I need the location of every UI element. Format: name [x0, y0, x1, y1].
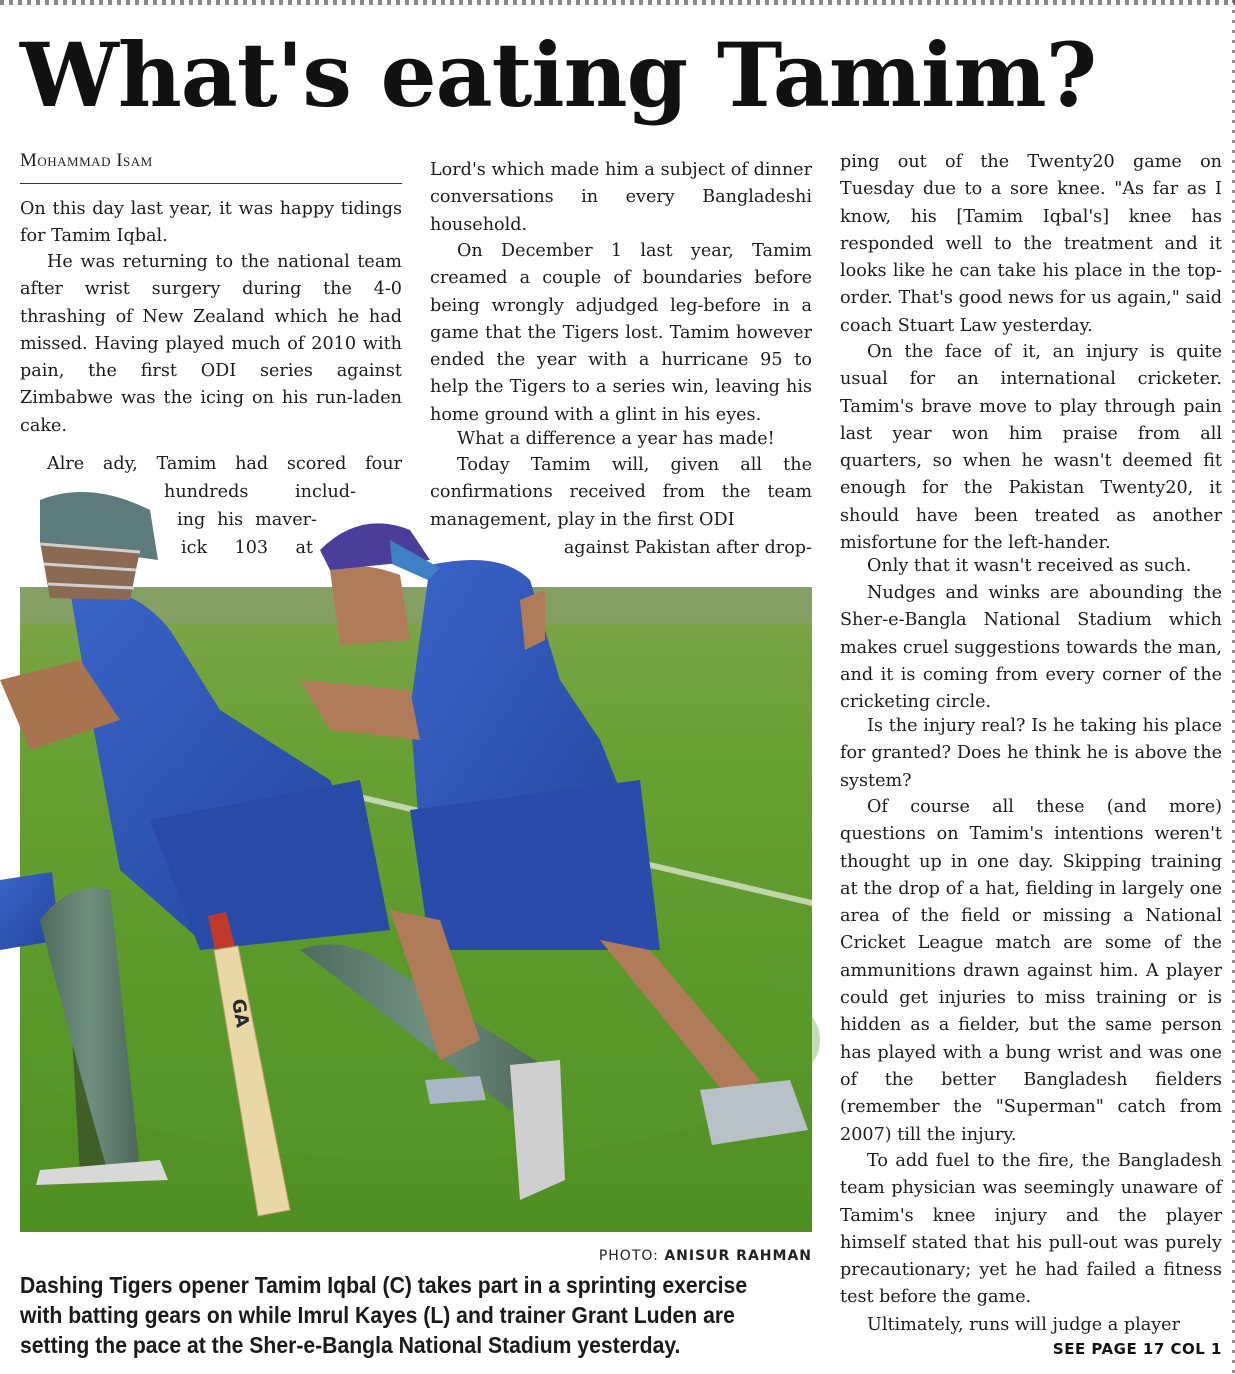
col3-paragraph-2: On the face of it, an injury is quite usual for an international cricketer. Tamim's brave move to play through pain last year won him praise from all quarters, so when he wasn't deemed fit enough for the Pakistan Twenty20, it should have been treated as another misfortune for the left-hander. [840, 342, 1222, 554]
col3-paragraph-1: ping out of the Twenty20 game on Tuesday due to a sore knee. "As far as I know, his [Tamim Iqbal's] knee has responded well to the treatment and it looks like he can take his place in the top-order. That's good news for us again," said coach Stuart Law yesterday. [840, 152, 1222, 336]
col3-paragraph-8: Ultimately, runs will judge a player [867, 1315, 1180, 1335]
trainer-face [330, 566, 410, 645]
photo-credit-label: PHOTO: [598, 1248, 659, 1264]
col3-paragraph-7: To add fuel to the fire, the Bangladesh team physician was seemingly unaware of Tamim's knee injury and the player himself stated that his pull-out was purely precautionary; yet he had failed a fitness test before the game. [840, 1151, 1222, 1308]
col1-wrap-line-2: hundreds includ- [164, 482, 356, 502]
col3-paragraph-5: Is the injury real? Is he taking his place for granted? Does he think he is above the system? [840, 716, 1222, 791]
col3-paragraph-3: Only that it wasn't received as such. [867, 556, 1192, 576]
photo-credit [470, 1248, 812, 1270]
col1-wrap-line-4: ick 103 at [181, 538, 313, 558]
col2-wrap-line-tail: against Pakistan after drop- [563, 538, 812, 558]
col2-paragraph-3: What a difference a year has made! [457, 429, 775, 449]
col2-paragraph-4: Today Tamim will, given all the confirmations received from the team management, play in the first ODI [430, 455, 812, 530]
headline: What's eating Tamim? [20, 23, 1097, 127]
bat-brand-text: GA [227, 997, 253, 1030]
col1-wrap-line-3: ing his maver- [177, 510, 317, 530]
photo-caption: Dashing Tigers opener Tamim Iqbal (C) takes part in a sprinting exercise with batting gears on while Imrul Kayes (L) and trainer Grant Luden are setting the pace at the Sher-e-Bangla National Stadium yesterday. [20, 1272, 748, 1358]
byline: Mohammad Isam [20, 150, 402, 184]
col2-paragraph-2: On December 1 last year, Tamim creamed a couple of boundaries before being wrongly adjudged leg-before in a game that the Tigers lost. Tamim however ended the year with a hurricane 95 to help the Tigers to a series win, leaving his home ground with a glint in his eyes. [430, 241, 812, 425]
news-photo [0, 480, 812, 1232]
continuation-jump: SEE PAGE 17 COL 1 [1052, 1340, 1222, 1358]
col1-wrap-line-1: Alre ady, Tamim had scored four [47, 454, 402, 474]
photo-credit-name: ANISUR RAHMAN [664, 1248, 812, 1264]
col3-paragraph-4: Nudges and winks are abounding the Sher-e-Bangla National Stadium which makes cruel suggestions towards the man, and it is coming from every corner of the cricketing circle. [840, 583, 1222, 713]
trainer-shorts [410, 780, 660, 950]
trainer-back-shoe [425, 1076, 486, 1104]
col2-paragraph-1: Lord's which made him a subject of dinner conversations in every Bangladeshi household. [430, 160, 812, 235]
photo-illustration [0, 480, 812, 1232]
col3-paragraph-6: Of course all these (and more) questions on Tamim's intentions weren't thought up in one day. Skipping training at the drop of a hat, fielding in largely one area of the field or missing a National Cricket League match are some of the ammunitions drawn against him. A player could get injuries to miss training or is hidden as a fielder, but the same person has played with a bung wrist and was one of the better Bangladesh fielders (remember the "Superman" catch from 2007) till the injury. [840, 797, 1222, 1145]
top-rule [0, 0, 1235, 5]
col1-paragraph-1: On this day last year, it was happy tidings for Tamim Iqbal. [20, 199, 402, 247]
col1-paragraph-2: He was returning to the national team after wrist surgery during the 4-0 thrashing of New Zealand which he had missed. Having played much of 2010 with pain, the first ODI series against Zimbabwe was the icing on his run-laden cake. [20, 252, 402, 436]
